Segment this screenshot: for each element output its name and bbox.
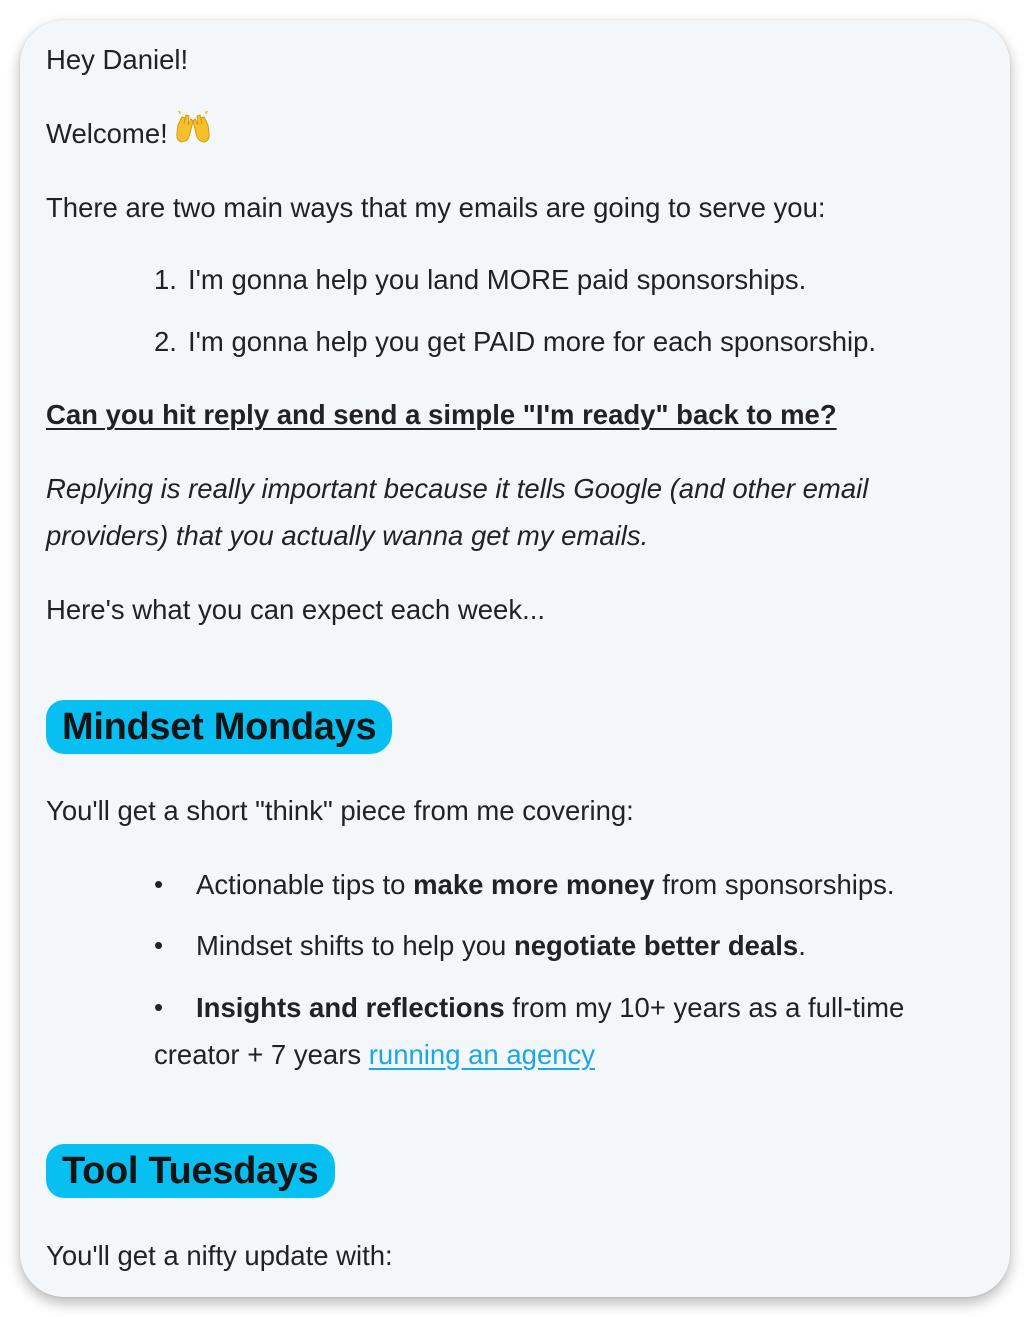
greeting: Hey Daniel! bbox=[46, 44, 189, 75]
bullet-text: Mindset shifts to help you bbox=[196, 930, 514, 961]
list-text: I'm gonna help you land MORE paid sponsorships. bbox=[188, 264, 807, 295]
bullet-text: from my 10+ years as a full-time bbox=[504, 992, 905, 1023]
expect-text: Here's what you can expect each week... bbox=[46, 594, 545, 625]
list-item bbox=[154, 320, 876, 364]
mindset-mondays-heading: Mindset Mondays bbox=[46, 700, 392, 754]
bullet-bold-text: negotiate better deals bbox=[513, 930, 799, 961]
welcome-line bbox=[46, 110, 212, 161]
bullet-text: from sponsorships. bbox=[654, 869, 895, 900]
list-item bbox=[154, 258, 806, 302]
bullet-text: creator + 7 years bbox=[154, 1039, 369, 1070]
reply-note-line1: Replying is really important because it tells Google (and other email bbox=[46, 473, 869, 504]
tool-intro: You'll get a nifty update with: bbox=[46, 1240, 393, 1271]
raising-hands-icon bbox=[174, 111, 212, 161]
list-number: 2. bbox=[154, 326, 177, 357]
bullet-bold-text: make more money bbox=[413, 869, 655, 900]
bullet-text: Actionable tips to bbox=[196, 869, 414, 900]
list-number: 1. bbox=[154, 264, 177, 295]
list-item bbox=[154, 922, 806, 969]
tool-tuesdays-heading: Tool Tuesdays bbox=[46, 1144, 335, 1198]
agency-link[interactable]: running an agency bbox=[368, 1039, 596, 1070]
bullet-icon: • bbox=[154, 930, 164, 960]
bullet-icon: • bbox=[154, 992, 164, 1022]
welcome-text: Welcome! bbox=[46, 118, 168, 149]
bullet-icon: • bbox=[154, 869, 164, 899]
mindset-intro: You'll get a short "think" piece from me covering: bbox=[46, 795, 634, 826]
intro-text: There are two main ways that my emails are going to serve you: bbox=[46, 192, 826, 223]
list-item bbox=[154, 861, 895, 908]
reply-cta: Can you hit reply and send a simple "I'm ready" back to me? bbox=[46, 399, 837, 430]
email-card bbox=[20, 20, 1010, 1297]
bullet-bold-text: Insights and reflections bbox=[196, 992, 505, 1023]
reply-note-line2: providers) that you actually wanna get my emails. bbox=[46, 520, 649, 551]
list-text: I'm gonna help you get PAID more for each sponsorship. bbox=[188, 326, 877, 357]
list-item bbox=[154, 984, 904, 1031]
list-item-continuation bbox=[154, 1031, 595, 1078]
bullet-text: . bbox=[798, 930, 806, 961]
